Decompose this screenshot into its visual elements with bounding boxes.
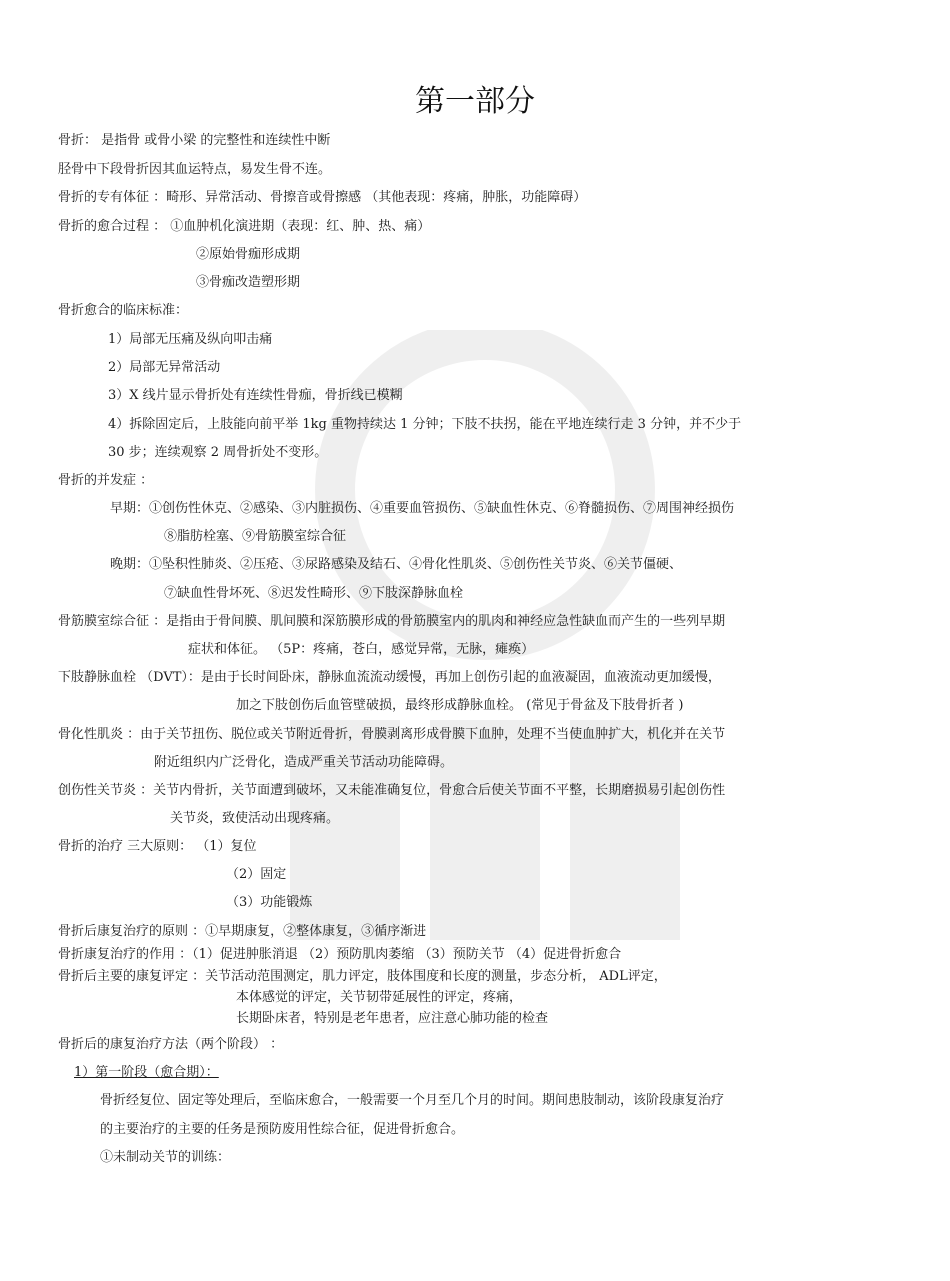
page-title: 第一部分 <box>415 84 535 119</box>
text-line-unfixed-joint: ①未制动关节的训练： <box>100 1150 231 1165</box>
text-line-compartment-2: 症状和体征。 （5P：疼痛，苍白，感觉异常，无脉，瘫痪） <box>188 642 535 657</box>
text-line-late-2: ⑦缺血性骨坏死、⑧迟发性畸形、⑨下肢深静脉血栓 <box>164 586 464 601</box>
text-line-arthritis: 创伤性关节炎 ：关节内骨折，关节面遭到破坏，又未能准确复位，骨愈合后使关节面不平整，长期磨损易引起创伤性 <box>58 783 726 798</box>
text-line-arthritis-2: 关节炎，致使活动出现疼痛。 <box>170 811 340 826</box>
section-heading-stage-1: 1）第一阶段（愈合期）： <box>74 1065 219 1080</box>
text-line-criteria-4: 4）拆除固定后，上肢能向前平举 1kg 重物持续达 1 分钟；下肢不扶拐，能在平地连续行走 3 分钟，并不少于 <box>108 417 742 432</box>
text-line-rehab-assessment-3: 长期卧床者，特别是老年患者，应注意心肺功能的检查 <box>236 1011 549 1026</box>
text-line-early: 早期：①创伤性休克、②感染、③内脏损伤、④重要血管损伤、⑤缺血性休克、⑥脊髓损伤、⑦周围神经损伤 <box>110 501 735 516</box>
text-line-stage-1: 骨折经复位、固定等处理后，至临床愈合，一般需要一个月至几个月的时间。期间患肢制动，该阶段康复治疗 <box>100 1093 725 1108</box>
text-line-rehab-principle: 骨折后康复治疗的原则 ：①早期康复，②整体康复，③循序渐进 <box>58 924 427 939</box>
text-line-rehab-methods: 骨折后的康复治疗方法（两个阶段） ： <box>58 1037 284 1052</box>
text-line-criteria-3: 3）X 线片显示骨折处有连续性骨痂，骨折线已模糊 <box>108 388 403 403</box>
text-line-fracture-def: 骨折： 是指骨 或骨小梁 的完整性和连续性中断 <box>58 133 331 148</box>
text-line-criteria-2: 2）局部无异常活动 <box>108 360 221 375</box>
text-line-criteria: 骨折愈合的临床标准： <box>58 303 189 318</box>
text-line-dvt-2: 加之下肢创伤后血管壁破损，最终形成静脉血栓。 (常见于骨盆及下肢骨折者 ) <box>236 698 684 713</box>
text-line-rehab-assessment-2: 本体感觉的评定，关节韧带延展性的评定，疼痛， <box>236 990 523 1005</box>
text-line-treatment-2: （2）固定 <box>226 867 287 882</box>
text-line-myositis: 骨化性肌炎 ：由于关节扭伤、脱位或关节附近骨折，骨膜剥离形成骨膜下血肿，处理不当使血肿扩大，机化并在关节 <box>58 727 726 742</box>
text-line-stage-1b: 的主要治疗的主要的任务是预防废用性综合征，促进骨折愈合。 <box>100 1122 465 1137</box>
text-line-healing-3: ③骨痂改造塑形期 <box>196 275 301 290</box>
text-line-complications: 骨折的并发症 ： <box>58 473 154 488</box>
text-line-late: 晚期：①坠积性肺炎、②压疮、③尿路感染及结石、④骨化性肌炎、⑤创伤性关节炎、⑥关节僵硬、 <box>110 557 683 572</box>
text-line-treatment: 骨折的治疗 三大原则： （1）复位 <box>58 839 257 854</box>
text-line-myositis-2: 附近组织内广泛骨化，造成严重关节活动功能障碍。 <box>154 755 454 770</box>
text-line-healing-2: ②原始骨痂形成期 <box>196 247 301 262</box>
text-line-compartment: 骨筋膜室综合征 ：是指由于骨间膜、肌间膜和深筋膜形成的骨筋膜室内的肌肉和神经应急性缺血而产生的一些列早期 <box>58 614 726 629</box>
text-line-tibia: 胫骨中下段骨折因其血运特点，易发生骨不连。 <box>58 162 332 177</box>
text-line-criteria-1: 1）局部无压痛及纵向叩击痛 <box>108 332 273 347</box>
text-line-rehab-effect: 骨折康复治疗的作用 ：（1）促进肿胀消退 （2）预防肌肉萎缩 （3）预防关节 （4）促进骨折愈合 <box>58 947 622 962</box>
text-line-dvt: 下肢静脉血栓 （DVT）：是由于长时间卧床，静脉血流流动缓慢，再加上创伤引起的血液凝固，血液流动更加缓慢， <box>58 670 721 685</box>
text-line-treatment-3: （3）功能锻炼 <box>226 895 313 910</box>
text-line-criteria-4b: 30 步；连续观察 2 周骨折处不变形。 <box>108 445 328 460</box>
text-line-healing: 骨折的愈合过程 ： ①血肿机化演进期（表现：红、肿、热、痛） <box>58 219 431 234</box>
text-line-signs: 骨折的专有体征 ：畸形、异常活动、骨擦音或骨擦感 （其他表现：疼痛，肿胀，功能障碍） <box>58 190 587 205</box>
text-line-early-2: ⑧脂肪栓塞、⑨骨筋膜室综合征 <box>164 529 347 544</box>
text-line-rehab-assessment: 骨折后主要的康复评定 ：关节活动范围测定，肌力评定，肢体围度和长度的测量，步态分析， ADL评定， <box>58 969 667 984</box>
